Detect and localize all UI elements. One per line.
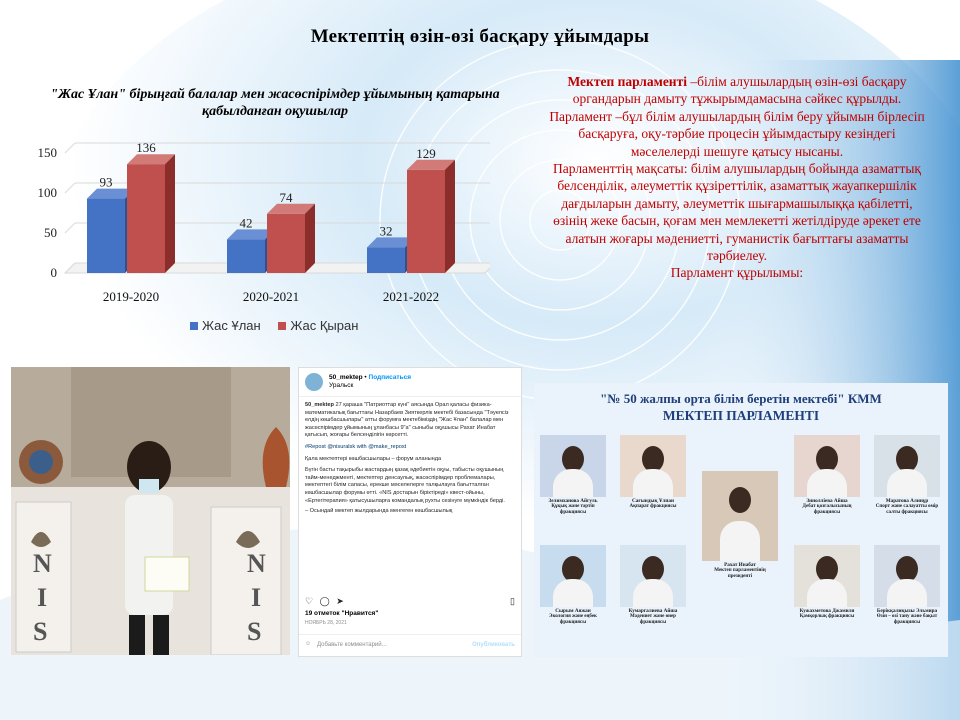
logo-letter: I [37,583,48,612]
logo-letter: N [33,549,52,578]
member-role: Қамқорлық фракциясы [799,614,855,619]
avatar[interactable] [305,373,323,391]
forum-line: Қала мектептері көшбасшылары – форум аланында [305,455,442,462]
member-silhouette-body [807,469,847,497]
member-name: Зинолліева Айша [806,498,848,504]
member-silhouette-body [887,469,927,497]
account-name[interactable]: 50_mektep [329,374,363,381]
share-icon[interactable]: ➤ [336,596,344,606]
legend-label: Жас Ұлан [202,318,261,333]
bar [267,214,305,273]
member-card [540,545,606,626]
dot-separator: • [364,374,369,381]
parliament-poster [534,383,948,657]
caption-user[interactable]: 50_mektep [305,402,334,408]
member-card [702,471,778,580]
parliament-description [548,73,926,282]
y-tick-label: 150 [37,145,57,160]
member-name: Зелимханова Айгуль [548,498,598,504]
post-location[interactable]: Уральск [329,382,354,389]
member-silhouette-body [553,579,593,607]
student-photo [11,367,290,655]
member-role: Дебат қозғалысының фракциясы [802,504,852,515]
member-name: Сағындық Ұлпан [632,498,674,504]
member-name: Маратова Алинұр [885,498,929,504]
member-role: Экология және еңбек фракциясы [549,614,597,625]
parliament-text-1: –білім алушылардың өзін-өзі басқару органдарын дамыту тұжырымдамасына сәйкес құрылды. [572,74,907,107]
member-card [794,435,860,516]
data-label: 93 [99,174,113,190]
member-photo [794,545,860,607]
logo-letter: S [247,617,262,646]
member-card [620,435,686,510]
bar-side [305,204,315,273]
poster-title-2: МЕКТЕП ПАРЛАМЕНТІ [662,408,820,423]
member-role: Мәдениет және өнер фракциясы [630,614,676,625]
logo-letter: I [251,583,262,612]
parliament-paragraph-1 [548,73,926,108]
x-tick-label: 2021-2022 [382,289,440,304]
member-role: Мектеп парламентінің президенті [714,568,766,579]
more-text: – Осындай мектеп жылдарында менгеген көшбасшылық [305,508,453,515]
member-photo [620,435,686,497]
y-tick-label: 0 [50,265,57,280]
bar [407,170,445,273]
bar [87,199,125,273]
legend-label: Жас Қыран [290,318,359,333]
x-tick-label: 2019-2020 [102,289,160,304]
member-silhouette-head [729,487,751,513]
emoji-icon[interactable]: ☺ [305,641,312,647]
member-photo [874,545,940,607]
legend-swatch [278,322,286,330]
post-date: НОЯБРЬ 28, 2021 [305,620,347,626]
data-label: 136 [136,140,156,156]
member-photo [702,471,778,561]
gridline-side [65,223,75,233]
bar [227,239,265,273]
member-silhouette-body [553,469,593,497]
bar [127,164,165,273]
instagram-post [298,367,522,657]
member-role: Өзін – өзі тану және бақыт фракциясы [876,614,938,625]
caption-body: 27 қараша "Патриоттар күні" аясында Орал қаласы физика-математикалық бағыттағы Назарбаев Зияткерлік мектебі базасында "Тәуелсіз елдің көшбасшылары" атты форумға мектебіміздің "Жас Ұлан" балалар мен жасөспірімдер ұйымының ұланбасы 9"а" сыныбы оқушысы Рахат Инабат қатысып, жоғары белсенділігін көрсетті. [305,402,509,439]
member-name: Рахат Инабат [724,562,756,568]
chart-legend [190,318,372,333]
bar-side [165,154,175,273]
legend-item-zhas-qyran [278,318,358,333]
member-name: Кумаргалиева Айша [628,608,678,614]
member-silhouette-body [807,579,847,607]
nis-logo-left [33,547,52,649]
legend-swatch [190,322,198,330]
x-tick-label: 2020-2021 [242,289,300,304]
post-caption [299,397,521,516]
data-label: 42 [239,215,253,231]
member-name: Сырым Аяжан [555,608,591,614]
member-silhouette-body [720,521,760,562]
member-photo [620,545,686,607]
data-label: 129 [416,145,436,161]
member-role: Құқық және тәртіп фракциясы [551,504,595,515]
data-label: 74 [279,189,293,205]
likes-count[interactable]: 19 отметок "Нравится" [305,610,379,617]
logo-letter: N [247,549,266,578]
member-name: Кужахметова Джамиля [799,608,855,614]
member-photo [794,435,860,497]
member-card [620,545,686,626]
post-header [299,368,521,397]
gridline-side [65,183,75,193]
member-silhouette-body [633,579,673,607]
parliament-paragraph-2: Парламент –бұл білім алушылардың білім беру ұйымын бірлесіп басқаруға, оқу-тәрбие процесін ұйымдастыру кезіндегі мәселелерді шешуге қатысу нысаны. [549,108,925,159]
gridline-side [65,143,75,153]
comment-input[interactable]: Добавьте комментарий... [317,642,387,648]
member-photo [540,435,606,497]
member-card [874,545,940,626]
member-role: Ақпарат фракциясы [629,504,677,509]
post-actions [305,596,515,607]
member-photo [540,545,606,607]
body-text: Бүгін басты тақырыбы жастардың қазақ әдебиетін оқуы, табысты оқушының тайм-менеджменті, мектептер денсаулық, жасөспірімдер проблемалары, мектептегі білім сапасы, ерекше мәселелерге талқылауға бағытталған көшбасшылар форумы өтті. «NIS достарын біріктіреді» квест-ойыны, «Ертегітерапия» қатысушыларға командалық рухты сезінуге мүмкіндік берді. [305,467,505,504]
member-silhouette-body [887,579,927,607]
publish-button[interactable]: Опубликовать [472,642,515,648]
nis-logo-right [247,547,266,649]
parliament-paragraph-3: Парламенттің мақсаты: білім алушылардың бойында азаматтық белсенділік, әлеуметтік құзіреттілік, азаматтық жауапкершілік дағдыларын дамыту, әлеуметтік шығармашылыққа қабілетті, өзінің жеке басын, қоғам мен мемлекетті жетілдіруде әрекет ете алатын жоғары мәдениетті, гуманистік бағыттағы азаматты тәрбиелеу. [553,161,921,264]
legend-item-zhas-ulan [190,318,261,333]
bar [367,247,405,273]
repost-line[interactable]: #Repost @nisuralsk with @make_repost [305,443,407,450]
y-tick-label: 50 [44,225,57,240]
post-header-text [329,374,411,390]
data-label: 32 [379,223,393,239]
caption-text [305,402,515,440]
comment-icon[interactable]: ◯ [319,596,330,606]
bar-chart [20,120,490,310]
member-card [540,435,606,516]
y-tick-label: 100 [37,185,57,200]
member-card [794,545,860,620]
member-role: Спорт және салауатты өмір салты фракциясы [875,504,939,515]
chart-title: "Жас Ұлан" бірыңғай балалар мен жасөспірімдер ұйымының қатарына қабылданған оқушылар [50,87,500,119]
logo-letter: S [33,617,48,646]
comment-bar [299,634,521,657]
member-card [874,435,940,516]
member-silhouette-body [633,469,673,497]
member-name: Берікқалиқызы Эльмира [876,608,938,614]
follow-button[interactable]: Подписаться [368,374,412,381]
parliament-paragraph-4: Парламент құрылымы: [670,265,804,281]
bar-side [445,160,455,273]
poster-title-1: "№ 50 жалпы орта білім беретін мектебі" КММ [600,391,882,406]
slide-title: Мектептің өзін-өзі басқару ұйымдары [310,26,650,47]
bookmark-icon[interactable]: ▯ [510,596,515,606]
member-photo [874,435,940,497]
parliament-heading: Мектеп парламенті [567,74,687,89]
heart-icon[interactable]: ♡ [305,596,314,606]
